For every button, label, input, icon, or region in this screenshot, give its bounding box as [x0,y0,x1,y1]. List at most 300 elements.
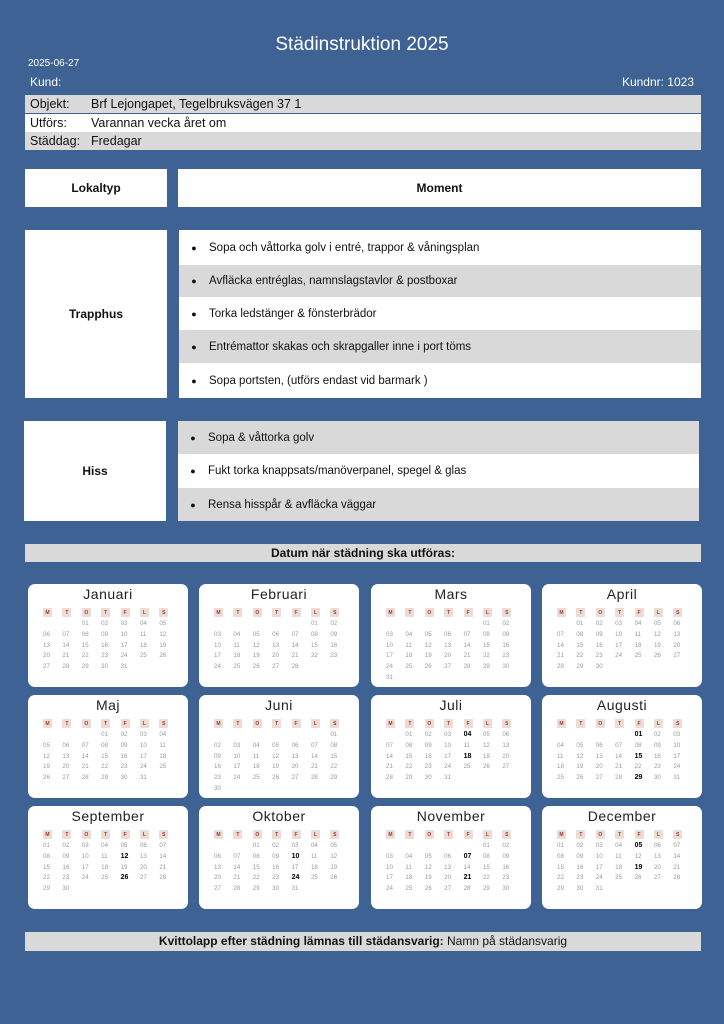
month-card-oktober [199,806,359,909]
calendar-day: 07 [310,741,318,749]
moment-item: ● Sopa portsten, (utförs endast vid barmark ) [179,363,701,398]
calendar-day: 01 [576,620,584,627]
calendar-day: 08 [405,741,413,749]
calendar-day: 03 [673,731,681,738]
calendar-day: 22 [405,763,413,771]
calendar-day: 31 [120,663,128,671]
calendar-day: 07 [615,741,623,749]
calendar-day: 18 [615,863,623,871]
weekday-header [43,830,179,839]
calendar-day: 26 [482,763,490,771]
calendar-day: 15 [310,641,318,649]
weekday-header [214,608,350,617]
calendar-day: 14 [81,752,89,760]
day-grid [214,841,350,895]
calendar-day: 31 [291,885,299,893]
calendar-day: 09 [214,752,221,760]
calendar-day: 02 [576,842,584,849]
moment-item: ● Fukt torka knappsats/manöverpanel, spegel & glas [178,454,699,488]
calendar-day: 19 [43,763,50,771]
weekday-label: O [253,830,262,839]
calendar-day: 20 [502,752,510,760]
calendar-day: 16 [101,641,109,649]
weekday-header [386,608,522,617]
empty-day [596,730,615,741]
day-grid [43,841,179,895]
calendar-day: 14 [463,641,471,649]
calendar-day: 01 [310,620,318,627]
calendar-day: 28 [673,874,681,882]
weekday-label: T [62,719,71,728]
calendar-day: 09 [62,852,70,860]
calendar-day: 18 [405,652,413,660]
calendar-day: 11 [159,741,166,749]
calendar-day: 21 [615,763,623,771]
calendar-day: 17 [386,874,393,882]
calendar-day: 03 [233,741,241,749]
calendar-day: 22 [576,652,584,660]
calendar-day: 01 [482,620,490,627]
weekday-label: O [425,719,434,728]
weekday-label: S [159,608,168,617]
calendar-day: 04 [101,842,109,849]
calendar-day: 17 [233,763,241,771]
lokaltyp-trapphus: Trapphus [25,230,167,398]
moment-item: ● Sopa & våttorka golv [178,421,699,454]
calendar-day: 21 [557,652,564,660]
calendar-day: 22 [557,874,564,882]
calendar-day: 16 [576,863,584,871]
calendar-day: 27 [62,774,70,782]
month-card-juni [199,695,359,798]
calendar-day: 21 [673,863,681,871]
calendar-day: 13 [43,641,50,649]
calendar-day: 09 [101,630,109,638]
calendar-day: 30 [101,663,109,671]
weekday-label: S [159,830,168,839]
weekday-label: T [444,719,453,728]
calendar-day: 05 [252,630,260,638]
calendar-day: 20 [595,763,603,771]
calendar-day: 07 [386,741,393,749]
calendar-day: 14 [386,752,393,760]
calendar-day: 23 [272,874,280,882]
calendar-day: 24 [214,663,221,671]
day-grid [386,841,522,895]
calendar-day: 15 [557,863,564,871]
calendar-day: 23 [502,874,510,882]
month-name: Februari [250,586,308,602]
calendar-day: 21 [291,652,299,660]
calendar-day: 24 [120,652,128,660]
calendar-day: 21 [233,874,241,882]
calendar-day: 05 [120,842,128,849]
calendar-day: 16 [272,863,280,871]
day-grid [43,730,179,784]
calendar-day: 22 [482,874,490,882]
month-name: December [587,808,657,824]
empty-day [253,730,272,741]
calendar-day: 30 [214,784,221,792]
weekday-label: S [502,608,511,617]
info-label: Objekt: [30,97,70,111]
calendar-day: 18 [557,763,564,771]
month-name: Mars [434,586,468,602]
empty-day [62,619,81,630]
calendar-day: 12 [634,852,642,860]
moment-item: ● Sopa och våttorka golv i entré, trappor & våningsplan [179,230,701,265]
calendar-day: 03 [444,731,452,738]
calendar-day: 14 [557,641,564,649]
kund-number: Kundnr: 1023 [621,75,694,89]
calendar-day: 23 [120,763,128,771]
document-date: 2025-06-27 [28,58,80,69]
calendar-day: 27 [139,874,147,882]
calendar-day: 28 [463,663,471,671]
month-card-februari [199,584,359,687]
weekday-label: L [140,830,149,839]
calendar-day: 12 [252,641,260,649]
weekday-label: S [330,719,339,728]
calendar-day: 19 [424,874,432,882]
calendar-day: 07 [557,630,564,638]
calendar-day: 24 [444,763,452,771]
cleaning-day: 01 [634,731,643,738]
calendar-day: 16 [595,641,603,649]
calendar-day: 27 [214,885,221,893]
weekday-label: F [464,830,473,839]
calendar-day: 13 [291,752,299,760]
weekday-label: F [121,830,130,839]
info-value: Varannan vecka året om [91,116,227,130]
empty-day [214,619,233,630]
calendar-day: 30 [502,885,510,893]
cleaning-day: 07 [463,852,472,860]
calendar-day: 10 [386,863,393,871]
calendar-day: 30 [120,774,128,782]
calendar-day: 07 [233,852,241,860]
weekday-label: O [82,830,91,839]
calendar-day: 10 [615,630,623,638]
calendar-day: 23 [424,763,432,771]
calendar-day: 24 [673,763,681,771]
weekday-label: L [654,719,663,728]
calendar-day: 17 [595,863,603,871]
calendar-day: 29 [101,774,109,782]
calendar-day: 31 [673,774,681,782]
calendar-day: 16 [502,863,510,871]
calendar-day: 12 [653,630,661,638]
empty-day [405,841,424,852]
weekday-label: F [121,719,130,728]
weekday-label: S [673,719,682,728]
calendar-day: 29 [43,885,50,893]
calendar-day: 19 [653,641,661,649]
calendar-day: 25 [139,652,147,660]
calendar-day: 09 [576,852,584,860]
day-grid [386,730,522,784]
calendar-day: 28 [62,663,70,671]
weekday-label: M [214,719,223,728]
empty-day [615,730,634,741]
empty-day [311,730,330,741]
weekday-header [557,830,693,839]
calendar-day: 10 [214,641,221,649]
calendar-day: 30 [595,663,603,671]
empty-day [386,730,405,741]
calendar-day: 02 [502,842,510,849]
weekday-label: O [253,719,262,728]
weekday-label: T [233,830,242,839]
calendar-day: 16 [214,763,221,771]
calendar-day: 02 [595,620,603,627]
empty-day [425,841,444,852]
month-name: Augusti [596,697,648,713]
month-name: Maj [95,697,121,713]
empty-day [272,730,291,741]
calendar-day: 12 [43,752,50,760]
calendar-day: 07 [159,842,167,849]
calendar-day: 23 [101,652,109,660]
calendar-day: 23 [502,652,510,660]
calendar-day: 22 [310,652,318,660]
calendar-day: 03 [615,620,623,627]
calendar-day: 15 [405,752,413,760]
calendar-day: 22 [101,763,109,771]
calendar-day: 03 [291,842,299,849]
calendar-day: 04 [159,731,167,738]
calendar-day: 30 [653,774,661,782]
cleaning-day: 21 [463,874,472,882]
weekday-header [214,719,350,728]
calendar-day: 17 [214,652,221,660]
calendar-day: 07 [463,630,471,638]
calendar-day: 25 [159,763,167,771]
calendar-day: 05 [272,741,280,749]
empty-day [62,730,81,741]
weekday-label: F [464,608,473,617]
calendar-day: 16 [62,863,70,871]
month-card-september [28,806,188,909]
calendar-day: 07 [62,630,70,638]
calendar-day: 11 [233,641,240,649]
calendar-day: 03 [120,620,128,627]
calendar-day: 25 [233,663,241,671]
calendar-day: 10 [233,752,241,760]
calendar-day: 17 [615,641,623,649]
day-grid [557,730,693,784]
calendar-day: 17 [120,641,128,649]
calendar-day: 06 [43,630,50,638]
calendar-day: 30 [424,774,432,782]
calendar-day: 27 [653,874,661,882]
cleaning-day: 10 [291,852,300,860]
month-name: Juni [265,697,293,713]
info-label: Utförs: [30,116,67,130]
calendar-day: 05 [424,852,432,860]
calendar-day: 22 [81,652,89,660]
calendar-day: 22 [482,652,490,660]
cleaning-day: 29 [634,774,643,782]
weekday-label: F [635,719,644,728]
weekday-label: M [43,719,52,728]
header-lokaltyp: Lokaltyp [25,169,167,207]
calendar-day: 24 [615,652,623,660]
month-card-juli [371,695,531,798]
weekday-label: L [140,608,149,617]
calendar-day: 15 [330,752,338,760]
calendar-day: 25 [615,874,623,882]
calendar-day: 05 [576,741,584,749]
calendar-day: 09 [424,741,432,749]
day-grid [386,619,522,684]
calendar-day: 28 [291,663,299,671]
calendar-day: 19 [330,863,338,871]
calendar-day: 08 [81,630,89,638]
calendar-day: 01 [557,842,564,849]
calendar-day: 10 [386,641,393,649]
calendar-day: 28 [463,885,471,893]
weekday-label: T [233,719,242,728]
calendar-day: 09 [502,630,510,638]
weekday-label: M [386,608,395,617]
weekday-label: L [654,830,663,839]
calendar-day: 20 [139,863,147,871]
calendar-day: 19 [482,752,490,760]
month-card-april [542,584,702,687]
calendar-day: 25 [557,774,564,782]
calendar-day: 27 [291,774,299,782]
calendar-day: 08 [482,630,490,638]
calendar-day: 15 [482,863,490,871]
calendar-day: 11 [310,852,318,860]
calendar-day: 06 [62,741,70,749]
calendar-day: 02 [62,842,70,849]
calendar-day: 03 [386,852,393,860]
weekday-label: L [311,719,320,728]
calendar-day: 22 [634,763,642,771]
info-row-staddag [25,132,701,150]
empty-day [386,619,405,630]
calendar-day: 09 [330,630,338,638]
weekday-label: F [292,719,301,728]
weekday-label: M [43,830,52,839]
empty-day [43,619,62,630]
weekday-label: T [101,830,110,839]
calendar-day: 18 [252,763,260,771]
weekday-label: O [82,608,91,617]
weekday-label: M [214,608,223,617]
calendar-day: 31 [595,885,603,893]
header-moment: Moment [178,169,701,207]
calendar-day: 25 [310,874,318,882]
calendar-day: 21 [62,652,70,660]
cleaning-day: 04 [463,731,472,738]
cleaning-day: 26 [120,874,129,882]
empty-day [464,841,483,852]
calendar-day: 10 [444,741,452,749]
calendar-day: 13 [673,630,681,638]
calendar-day: 02 [502,620,510,627]
weekday-label: T [615,719,624,728]
month-card-november [371,806,531,909]
calendar-day: 13 [595,752,603,760]
calendar-day: 02 [424,731,432,738]
calendar-day: 08 [43,852,50,860]
calendar-day: 28 [159,874,167,882]
calendar-day: 26 [43,774,50,782]
calendar-day: 09 [502,852,510,860]
empty-day [214,841,233,852]
calendar-day: 23 [330,652,338,660]
calendar-day: 28 [557,663,564,671]
calendar-day: 06 [272,630,280,638]
weekday-label: M [557,719,566,728]
weekday-label: L [483,830,492,839]
weekday-label: T [576,830,585,839]
calendar-day: 05 [43,741,50,749]
dates-heading: Datum när städning ska utföras: [25,544,701,562]
weekday-label: T [62,830,71,839]
calendar-day: 24 [595,874,603,882]
calendar-day: 03 [214,630,221,638]
info-value: Brf Lejongapet, Tegelbruksvägen 37 1 [91,97,302,111]
calendar-day: 27 [595,774,603,782]
calendar-day: 06 [502,731,510,738]
cleaning-day: 12 [120,852,129,860]
calendar-day: 09 [272,852,280,860]
calendar-day: 15 [101,752,109,760]
calendar-day: 10 [595,852,603,860]
calendar-day: 10 [120,630,128,638]
weekday-label: T [233,608,242,617]
calendar-day: 15 [43,863,50,871]
calendar-day: 24 [386,885,393,893]
calendar-day: 06 [653,842,661,849]
footer-note: Kvittolapp efter städning lämnas till städansvarig: Namn på städansvarig [25,932,701,951]
month-card-december [542,806,702,909]
calendar-day: 27 [502,763,510,771]
calendar-day: 05 [424,630,432,638]
calendar-day: 07 [81,741,89,749]
cleaning-day: 15 [634,752,643,760]
weekday-label: T [576,719,585,728]
calendar-day: 26 [252,663,260,671]
calendar-day: 26 [330,874,338,882]
calendar-day: 30 [502,663,510,671]
calendar-day: 18 [139,641,147,649]
calendar-day: 02 [120,731,128,738]
calendar-day: 14 [62,641,70,649]
calendar-day: 01 [330,731,338,738]
empty-day [292,619,311,630]
calendar-day: 27 [673,652,681,660]
calendar-day: 08 [330,741,338,749]
calendar-day: 08 [634,741,642,749]
calendar-day: 12 [330,852,338,860]
weekday-header [214,830,350,839]
calendar-day: 04 [557,741,564,749]
weekday-header [386,719,522,728]
calendar-day: 14 [673,852,681,860]
cleaning-day: 05 [634,842,643,849]
calendar-day: 20 [214,874,221,882]
calendar-day: 04 [252,741,260,749]
calendar-day: 17 [444,752,452,760]
calendar-day: 15 [576,641,584,649]
weekday-label: S [673,608,682,617]
calendar-day: 18 [101,863,109,871]
